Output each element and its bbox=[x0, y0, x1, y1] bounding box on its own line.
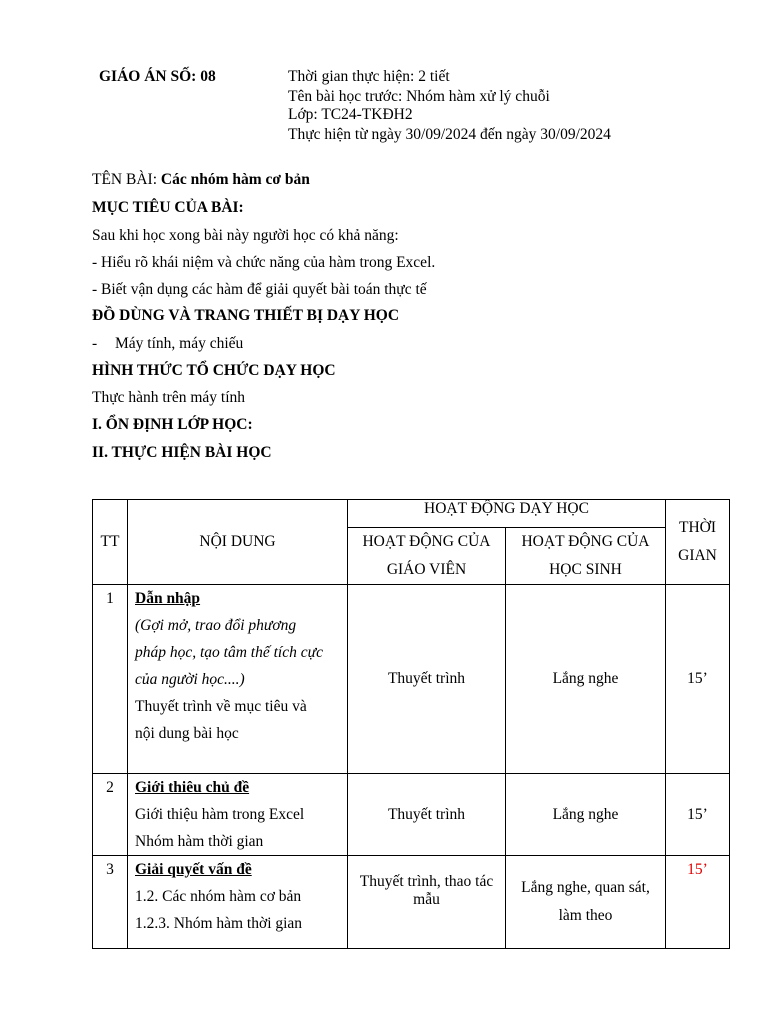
section-lesson-implementation: II. THỰC HIỆN BÀI HỌC bbox=[92, 444, 272, 461]
row-content bbox=[128, 856, 348, 949]
row-line: Nhóm hàm thời gian bbox=[135, 833, 264, 850]
row-italic-line: của người học....) bbox=[135, 671, 245, 688]
table-row bbox=[93, 585, 730, 774]
header-teacher-line: HOẠT ĐỘNG CỦA bbox=[362, 533, 491, 550]
objective-item: - Hiểu rõ khái niệm và chức năng của hàm trong Excel. bbox=[92, 254, 436, 271]
header-student-line: HỌC SINH bbox=[549, 561, 622, 578]
row-line: 1.2.3. Nhóm hàm thời gian bbox=[135, 915, 303, 932]
previous-lesson: Tên bài học trước: Nhóm hàm xử lý chuỗi bbox=[288, 88, 550, 105]
row-line: 1.2. Các nhóm hàm cơ bản bbox=[135, 888, 302, 905]
row-student-activity bbox=[506, 856, 666, 949]
lesson-activity-table bbox=[92, 499, 730, 949]
row-teacher-activity: Thuyết trình bbox=[348, 774, 506, 856]
lesson-title-label: TÊN BÀI: bbox=[92, 171, 161, 188]
row-teacher-activity: Thuyết trình bbox=[348, 585, 506, 774]
objectives-heading: MỤC TIÊU CỦA BÀI: bbox=[92, 199, 244, 216]
row-heading: Dẫn nhập bbox=[135, 590, 201, 607]
header-tt: TT bbox=[93, 500, 128, 585]
row-heading: Giải quyết vấn đề bbox=[135, 861, 252, 878]
implementation-dates: Thực hiện từ ngày 30/09/2024 đến ngày 30/09/2024 bbox=[288, 126, 611, 143]
format-text: Thực hành trên máy tính bbox=[92, 389, 246, 406]
row-teacher-line: Thuyết trình, thao tác bbox=[359, 873, 494, 890]
row-line: Giới thiệu hàm trong Excel bbox=[135, 806, 305, 823]
header-activities: HOẠT ĐỘNG DẠY HỌC bbox=[348, 500, 666, 528]
row-time: 15’ bbox=[666, 856, 730, 949]
header-time-line: THỜI bbox=[678, 519, 717, 536]
row-number: 3 bbox=[93, 856, 128, 949]
equipment-dash: - bbox=[92, 335, 98, 352]
row-line: nội dung bài học bbox=[135, 725, 239, 742]
row-italic-line: pháp học, tạo tâm thế tích cực bbox=[135, 644, 323, 661]
header-student-activity bbox=[506, 528, 666, 585]
format-heading: HÌNH THỨC TỔ CHỨC DẠY HỌC bbox=[92, 362, 336, 379]
row-line: Thuyết trình về mục tiêu và bbox=[135, 698, 307, 715]
header-teacher-line: GIÁO VIÊN bbox=[386, 561, 467, 578]
row-content bbox=[128, 774, 348, 856]
table-row bbox=[93, 856, 730, 949]
row-italic-line: (Gợi mở, trao đổi phương bbox=[135, 617, 297, 634]
header-time-line: GIAN bbox=[678, 547, 717, 564]
row-number: 2 bbox=[93, 774, 128, 856]
row-time: 15’ bbox=[666, 585, 730, 774]
row-student-activity: Lắng nghe bbox=[506, 774, 666, 856]
row-heading: Giới thiêu chủ đề bbox=[135, 779, 250, 796]
header-teacher-activity bbox=[348, 528, 506, 585]
section-stabilize-class: I. ỔN ĐỊNH LỚP HỌC: bbox=[92, 416, 253, 433]
row-content bbox=[128, 585, 348, 774]
lesson-title bbox=[92, 171, 310, 189]
table-row bbox=[93, 774, 730, 856]
table-header-row bbox=[93, 500, 730, 528]
equipment-item: Máy tính, máy chiếu bbox=[115, 335, 244, 352]
objectives-intro: Sau khi học xong bài này người học có khả năng: bbox=[92, 227, 399, 244]
header-time bbox=[666, 500, 730, 585]
duration: Thời gian thực hiện: 2 tiết bbox=[288, 68, 450, 85]
row-student-activity: Lắng nghe bbox=[506, 585, 666, 774]
row-time: 15’ bbox=[666, 774, 730, 856]
class-name: Lớp: TC24-TKĐH2 bbox=[288, 106, 413, 123]
row-teacher-line: mẫu bbox=[413, 891, 440, 908]
header-student-line: HOẠT ĐỘNG CỦA bbox=[521, 533, 650, 550]
header-content: NỘI DUNG bbox=[128, 500, 348, 585]
row-number: 1 bbox=[93, 585, 128, 774]
row-student-line: làm theo bbox=[558, 907, 613, 924]
lesson-plan-number: GIÁO ÁN SỐ: 08 bbox=[99, 68, 216, 85]
row-student-line: Lắng nghe, quan sát, bbox=[521, 879, 650, 896]
equipment-heading: ĐỒ DÙNG VÀ TRANG THIẾT BỊ DẠY HỌC bbox=[92, 307, 400, 324]
objective-item: - Biết vận dụng các hàm để giải quyết bài toán thực tế bbox=[92, 281, 427, 298]
lesson-title-text: Các nhóm hàm cơ bản bbox=[160, 171, 310, 188]
row-teacher-activity bbox=[348, 856, 506, 949]
